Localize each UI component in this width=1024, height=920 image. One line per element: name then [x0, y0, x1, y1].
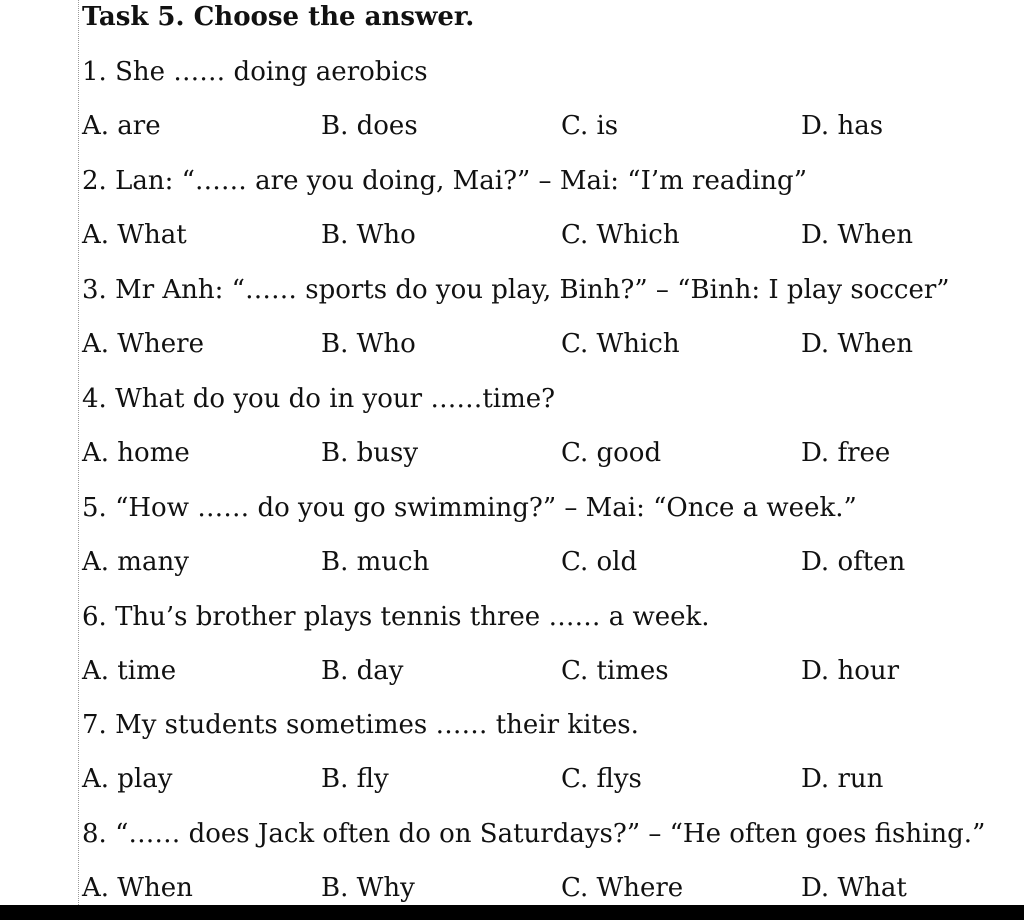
- question-2-option-a: A. What: [82, 220, 187, 250]
- question-2-text: 2. Lan: “…… are you doing, Mai?” – Mai: “I’m reading”: [82, 166, 807, 196]
- bottom-bar: [0, 905, 1024, 920]
- question-4-option-b: B. busy: [321, 438, 419, 468]
- question-5-option-c: C. old: [561, 547, 638, 577]
- question-3-option-b: B. Who: [321, 329, 416, 359]
- question-7-option-a: A. play: [82, 764, 173, 794]
- question-8-option-d: D. What: [801, 873, 907, 903]
- question-6-option-c: C. times: [561, 656, 669, 686]
- question-1-text: 1. She …… doing aerobics: [82, 57, 428, 87]
- question-7-option-d: D. run: [801, 764, 884, 794]
- question-2-option-b: B. Who: [321, 220, 416, 250]
- question-8-text: 8. “…… does Jack often do on Saturdays?” – “He often goes fishing.”: [82, 819, 986, 849]
- question-6-option-a: A. time: [82, 656, 177, 686]
- question-5-option-a: A. many: [82, 547, 189, 577]
- question-3-option-a: A. Where: [82, 329, 204, 359]
- question-6-text: 6. Thu’s brother plays tennis three …… a week.: [82, 602, 710, 632]
- question-1-option-c: C. is: [561, 111, 619, 141]
- question-6-option-d: D. hour: [801, 656, 900, 686]
- question-1-option-a: A. are: [82, 111, 161, 141]
- question-4-text: 4. What do you do in your ……time?: [82, 384, 556, 414]
- question-1-option-d: D. has: [801, 111, 884, 141]
- question-5-text: 5. “How …… do you go swimming?” – Mai: “Once a week.”: [82, 493, 857, 523]
- question-3-option-c: C. Which: [561, 329, 680, 359]
- question-7-option-b: B. fly: [321, 764, 389, 794]
- question-2-option-c: C. Which: [561, 220, 680, 250]
- question-4-option-c: C. good: [561, 438, 662, 468]
- question-8-option-c: C. Where: [561, 873, 684, 903]
- question-4-option-a: A. home: [82, 438, 190, 468]
- question-7-option-c: C. flys: [561, 764, 642, 794]
- question-8-option-a: A. When: [82, 873, 193, 903]
- question-4-option-d: D. free: [801, 438, 891, 468]
- task-title: Task 5. Choose the answer.: [82, 2, 475, 32]
- question-8-option-b: B. Why: [321, 873, 415, 903]
- question-3-text: 3. Mr Anh: “…… sports do you play, Binh?” – “Binh: I play soccer”: [82, 275, 950, 305]
- question-3-option-d: D. When: [801, 329, 914, 359]
- question-5-option-b: B. much: [321, 547, 430, 577]
- question-5-option-d: D. often: [801, 547, 906, 577]
- question-1-option-b: B. does: [321, 111, 418, 141]
- question-2-option-d: D. When: [801, 220, 914, 250]
- question-6-option-b: B. day: [321, 656, 404, 686]
- page-margin-line: [78, 0, 79, 905]
- question-7-text: 7. My students sometimes …… their kites.: [82, 710, 639, 740]
